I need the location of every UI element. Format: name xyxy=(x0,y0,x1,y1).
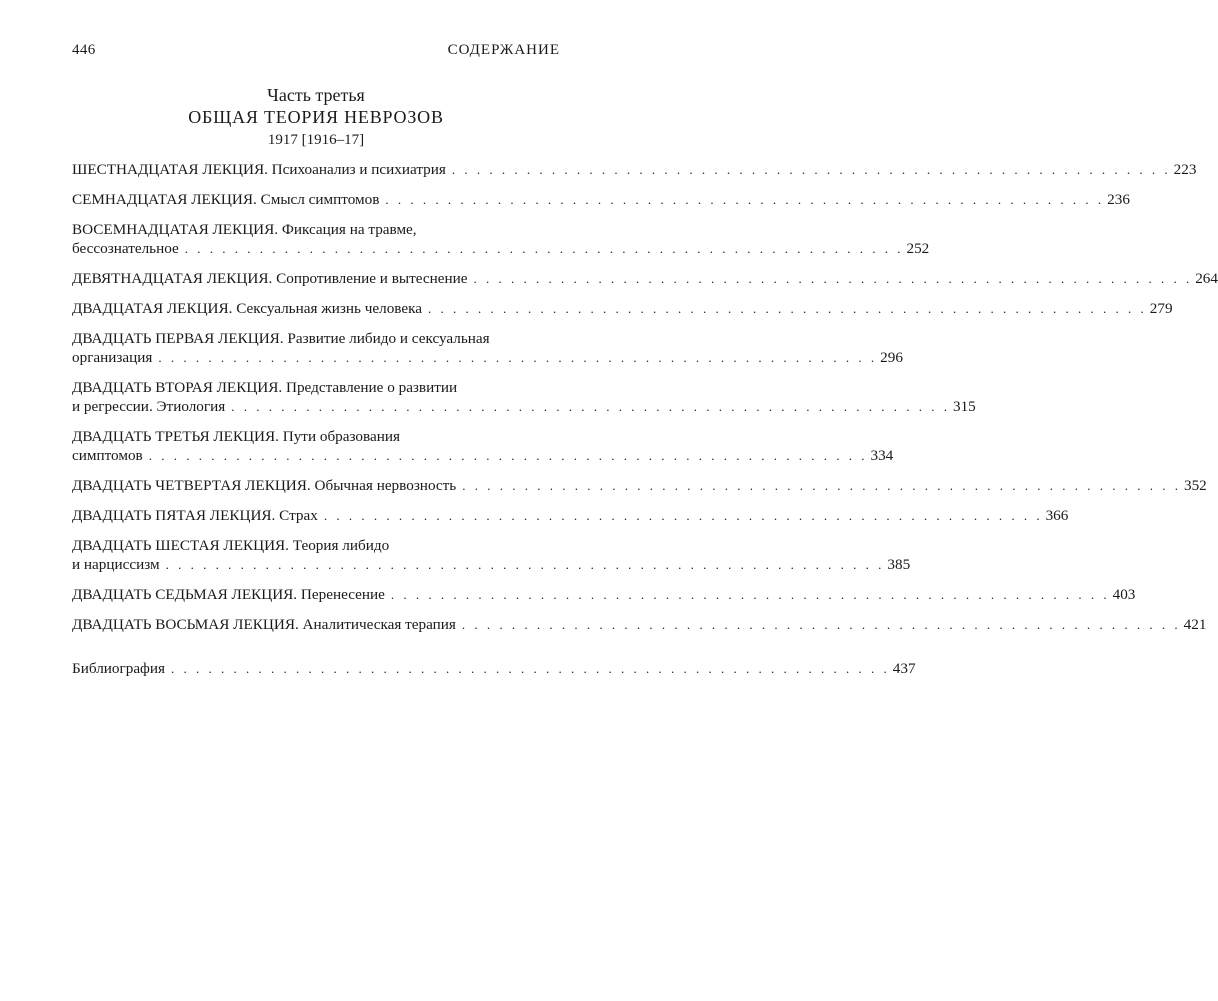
toc-entry[interactable] xyxy=(72,269,1218,288)
toc-entry-title: СЕМНАДЦАТАЯ ЛЕКЦИЯ. Смысл симптомов xyxy=(72,191,380,208)
toc-page-number: 223 xyxy=(1173,161,1197,178)
toc-page-number: 264 xyxy=(1195,270,1218,287)
toc-entry-title: ДВАДЦАТЬ ВТОРАЯ ЛЕКЦИЯ. Представление о развитии xyxy=(72,379,458,396)
toc-entry-title-cont: и нарциссизм xyxy=(72,556,160,573)
leader-dots: . . . . . . . . . . . . . . . . . . . . . . . . . . . . . . . . . . . . . . . . . . . . . . . . . . . . . . . . . . xyxy=(385,192,1105,207)
leader-dots: . . . . . . . . . . . . . . . . . . . . . . . . . . . . . . . . . . . . . . . . . . . . . . . . . . . . . . . . . . xyxy=(165,557,885,572)
leader-dots: . . . . . . . . . . . . . . . . . . . . . . . . . . . . . . . . . . . . . . . . . . . . . . . . . . . . . . . . . . xyxy=(323,508,1043,523)
leader-dots: . . . . . . . . . . . . . . . . . . . . . . . . . . . . . . . . . . . . . . . . . . . . . . . . . . . . . . . . . . xyxy=(451,162,1171,177)
running-title: СОДЕРЖАНИЕ xyxy=(447,42,560,58)
toc-page-number: 252 xyxy=(906,240,930,257)
toc-entry[interactable] xyxy=(72,476,1207,495)
toc-entry[interactable] xyxy=(72,506,1069,525)
part-date: 1917 [1916–17] xyxy=(267,132,365,148)
leader-dots: . . . . . . . . . . . . . . . . . . . . . . . . . . . . . . . . . . . . . . . . . . . . . . . . . . . . . . . . . . xyxy=(158,350,878,365)
running-head xyxy=(72,42,560,66)
part-title: ОБЩАЯ ТЕОРИЯ НЕВРОЗОВ xyxy=(188,107,444,127)
toc-page-number: 366 xyxy=(1045,507,1069,524)
page-number: 446 xyxy=(72,42,96,58)
toc-page-number: 352 xyxy=(1183,477,1207,494)
leader-dots: . . . . . . . . . . . . . . . . . . . . . . . . . . . . . . . . . . . . . . . . . . . . . . . . . . . . . . . . . . xyxy=(171,661,890,676)
toc-entry-title: ВОСЕМНАДЦАТАЯ ЛЕКЦИЯ. Фиксация на травме, xyxy=(72,221,417,238)
toc-page-number: 315 xyxy=(952,398,976,415)
toc-entry[interactable] xyxy=(72,190,1130,209)
toc-page-number: 437 xyxy=(892,660,916,677)
leader-dots: . . . . . . . . . . . . . . . . . . . . . . . . . . . . . . . . . . . . . . . . . . . . . . . . . . . . . . . . . . xyxy=(473,271,1193,286)
leader-dots: . . . . . . . . . . . . . . . . . . . . . . . . . . . . . . . . . . . . . . . . . . . . . . . . . . . . . . . . . . xyxy=(462,478,1181,493)
toc-entry-title-cont: и регрессии. Этиология xyxy=(72,398,226,415)
toc-entry[interactable] xyxy=(72,585,1136,604)
toc-page-number: 385 xyxy=(887,556,911,573)
toc-page-number: 421 xyxy=(1183,616,1207,633)
toc-entry[interactable] xyxy=(72,615,1207,634)
toc-entry-title: ДВАДЦАТЬ СЕДЬМАЯ ЛЕКЦИЯ. Перенесение xyxy=(72,586,385,603)
toc-page-number: 279 xyxy=(1149,300,1173,317)
table-of-contents xyxy=(72,160,1218,689)
leader-dots: . . . . . . . . . . . . . . . . . . . . . . . . . . . . . . . . . . . . . . . . . . . . . . . . . . . . . . . . . . xyxy=(148,448,868,463)
bibliography-label: Библиография xyxy=(72,660,166,677)
part-heading xyxy=(72,84,560,151)
toc-page-number: 236 xyxy=(1107,191,1130,208)
toc-entry-title: ДВАДЦАТЬ ТРЕТЬЯ ЛЕКЦИЯ. Пути образования xyxy=(72,428,400,445)
toc-entry[interactable] xyxy=(72,160,1197,179)
toc-page-number: 334 xyxy=(870,447,894,464)
toc-entry[interactable] xyxy=(72,378,976,416)
leader-dots: . . . . . . . . . . . . . . . . . . . . . . . . . . . . . . . . . . . . . . . . . . . . . . . . . . . . . . . . . . xyxy=(428,301,1147,316)
toc-entry[interactable] xyxy=(72,536,911,574)
toc-entry-title: ДВАДЦАТЬ ВОСЬМАЯ ЛЕКЦИЯ. Аналитическая терапия xyxy=(72,616,456,633)
leader-dots: . . . . . . . . . . . . . . . . . . . . . . . . . . . . . . . . . . . . . . . . . . . . . . . . . . . . . . . . . . xyxy=(461,617,1181,632)
toc-entry-title: ДВАДЦАТЬ ПЯТАЯ ЛЕКЦИЯ. Страх xyxy=(72,507,318,524)
toc-entry-title-cont: организация xyxy=(72,349,153,366)
toc-entry[interactable] xyxy=(72,329,903,367)
toc-entry-title: ДВАДЦАТЬ ПЕРВАЯ ЛЕКЦИЯ. Развитие либидо и сексуальная xyxy=(72,330,490,347)
toc-page-number: 403 xyxy=(1112,586,1136,603)
toc-entry[interactable] xyxy=(72,299,1173,318)
toc-entry[interactable] xyxy=(72,220,930,258)
toc-entry-title-cont: бессознательное xyxy=(72,240,179,257)
leader-dots: . . . . . . . . . . . . . . . . . . . . . . . . . . . . . . . . . . . . . . . . . . . . . . . . . . . . . . . . . . xyxy=(390,587,1110,602)
leader-dots: . . . . . . . . . . . . . . . . . . . . . . . . . . . . . . . . . . . . . . . . . . . . . . . . . . . . . . . . . . xyxy=(231,399,950,414)
toc-entry-title: ДВАДЦАТЬ ШЕСТАЯ ЛЕКЦИЯ. Теория либидо xyxy=(72,537,390,554)
toc-entry-title: ДВАДЦАТЬ ЧЕТВЕРТАЯ ЛЕКЦИЯ. Обычная нервозность xyxy=(72,477,457,494)
toc-entry[interactable] xyxy=(72,427,894,465)
leader-dots: . . . . . . . . . . . . . . . . . . . . . . . . . . . . . . . . . . . . . . . . . . . . . . . . . . . . . . . . . . xyxy=(184,241,904,256)
toc-entry-title: ДЕВЯТНАДЦАТАЯ ЛЕКЦИЯ. Сопротивление и вытеснение xyxy=(72,270,468,287)
toc-entry-bibliography[interactable] xyxy=(72,659,916,678)
toc-entry-title: ДВАДЦАТАЯ ЛЕКЦИЯ. Сексуальная жизнь человека xyxy=(72,300,422,317)
toc-entry-title: ШЕСТНАДЦАТАЯ ЛЕКЦИЯ. Психоанализ и психиатрия xyxy=(72,161,446,178)
part-label: Часть третья xyxy=(267,85,365,105)
toc-entry-title-cont: симптомов xyxy=(72,447,143,464)
toc-page-number: 296 xyxy=(880,349,903,366)
